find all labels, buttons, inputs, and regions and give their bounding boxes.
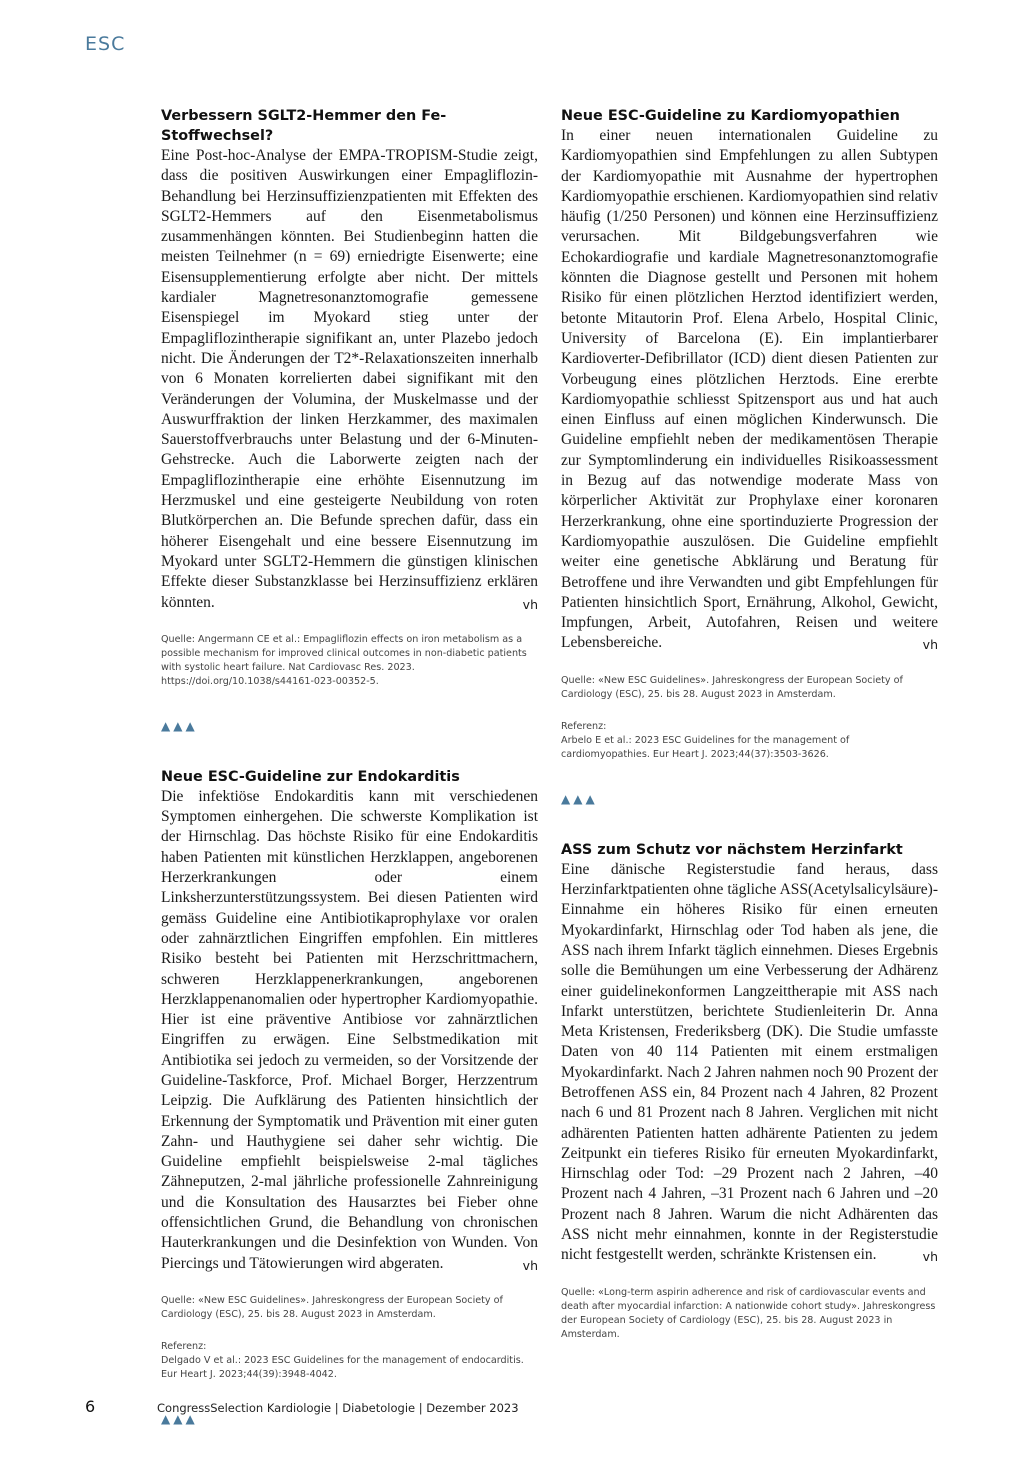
article-title: Neue ESC-Guideline zu Kardiomyopathien	[561, 108, 900, 124]
author-initials: vh	[522, 596, 538, 612]
reference-label: Referenz:	[161, 1340, 207, 1352]
article-ass	[561, 840, 938, 1342]
article-sglt2	[161, 106, 538, 689]
author-initials: vh	[922, 637, 938, 653]
left-column	[161, 106, 538, 1460]
article-source: Quelle: «Long-term aspirin adherence and risk of cardiovascular events and death after myocardial infarction: A nationwide cohort study». Jahreskongress der European Society of Cardiology (ESC), 25. bis 28. August 2023 in Amsterdam.	[561, 1286, 936, 1340]
article-body	[161, 146, 538, 613]
journal-title: CongressSelection Kardiologie | Diabetologie | Dezember 2023	[157, 1401, 519, 1415]
article-title: Neue ESC-Guideline zur Endokarditis	[161, 768, 460, 785]
author-initials: vh	[922, 1249, 938, 1265]
article-text: In einer neuen internationalen Guideline zu Kardiomyopathien sind Empfehlungen zu allen Subtypen der Kardiomyopathie mit Ausnahme der hypertrophen Kardiomyopathie erschienen. Kardiomyopathien sind relativ häufig (1/250 Personen) und können eine Herzinsuffizienz verursachen. Mit Bildgebungsverfahren wie Echokardiografie und kardiale Magnetresonanztomografie könnten die Diagnose gestellt und Personen mit hohem Risiko für einen plötzlichen Herztod identifiziert werden, betonte Mitautorin Prof. Elena Arbelo, Hospital Clinic, University of Barcelona (E). Ein implantierbarer Kardioverter-Defibrillator (ICD) dient diesen Patienten zur Vorbeugung eines plötzlichen Herztods. Eine ererbte Kardiomyopathie schliesst Spitzensport aus und hat auch einen Einfluss auf einen möglichen Kinderwunsch. Die Guideline empfiehlt neben der medikamentösen Therapie zur Symptomlinderung ein individuelles Risikoassessment in Bezug auf das notwendige moderate Mass von körperlicher Aktivität zur Prophylaxe einer koronaren Herzerkrankung, ohne eine sportinduzierte Progression der Kardiomyopathie auszulösen. Die Guideline empfiehlt weiter eine genetische Abklärung und Beratung für Betroffene und ihre Verwandten und gibt Empfehlungen für Patienten hinsichtlich Sport, Ernährung, Alkohol, Gewicht, Impfungen, Arbeit, Autofahren, Reisen und weitere Lebensbereiche.	[561, 127, 938, 652]
article-text: Eine Post-hoc-Analyse der EMPA-TROPISM-Studie zeigt, dass die positiven Auswirkungen einer Empagliflozin-Behandlung bei Herzinsuffizienzpatienten mit Effekten des SGLT2-Hemmers auf den Eisenmetabolismus zusammenhängen könnten. Bei Studienbeginn hatten die meisten Teilnehmer (n = 69) erniedrigte Eisenwerte; eine Eisensupplementierung erfolgte aber nicht. Der mittels kardialer Magnetresonanztomografie gemessene Eisenspiegel im Myokard stieg unter der Empagliflozintherapie signifikant an, unter Plazebo jedoch nicht. Die Änderungen der T2*-Relaxationszeiten innerhalb von 6 Monaten korrelierten dabei signifikant mit den Veränderungen der Volumina, der Muskelmasse und der Auswurffraktion der linken Herzkammer, des maximalen Sauerstoffverbrauchs unter Belastung und der 6-Minuten-Gehstrecke. Auch die Laborwerte zeigten nach der Empagliflozintherapie eine erhöhte Eisennutzung im Herzmuskel und eine gesteigerte Neubildung von roten Blutkörperchen an. Die Befunde sprechen dafür, dass ein höherer Eisengehalt und eine bessere Eisennutzung im Myokard unter SGLT2-Hemmern die günstigen klinischen Effekte dieser Substanzklasse bei Herzinsuffizienz erklären könnten.	[161, 147, 538, 611]
article-title: ASS zum Schutz vor nächstem Herzinfarkt	[561, 841, 903, 858]
section-separator-icon: ▲▲▲	[161, 718, 198, 733]
right-column	[561, 106, 938, 1342]
article-body	[561, 126, 938, 654]
reference-label: Referenz:	[561, 720, 607, 732]
article-text: Die infektiöse Endokarditis kann mit verschiedenen Symptomen einhergehen. Die schwerste Komplikation ist der Hirnschlag. Das höchste Risiko für eine Endokarditis haben Patienten mit künstlichen Herzklappen, angeborenen Herzerkrankungen oder einem Linksherzunterstützungssystem. Bei diesen Patienten wird gemäss Guideline eine Antibiotikaprophylaxe vor oralen oder zahnärztlichen Eingriffen empfohlen. Ein mittleres Risiko besteht bei Patienten mit Herzschrittmachern, schweren Herzklappenerkrankungen, angeborenen Herzklappenanomalien oder hypertropher Kardiomyopathie. Hier ist eine präventive Antibiose vor zahnärztlichen Eingriffen zu erwägen. Eine Selbstmedikation mit Antibiotika sei jedoch zu vermeiden, so der Vorsitzende der Guideline-Taskforce, Prof. Michael Borger, Herzzentrum Leipzig. Die Aufklärung des Patienten hinsichtlich der Erkennung der Symptomatik und Prävention mit einer guten Zahn- und Hauthygiene sei daher sehr wichtig. Die Guideline empfiehlt beispielsweise 2-mal tägliches Zähneputzen, 2-mal jährliche professionelle Zahnreinigung und die Konsultation des Hausarztes bei Fieber ohne offensichtlichen Grund, die Behandlung von chronischen Hauterkrankungen und die Desinfektion von Wunden. Von Piercings und Tätowierungen wird abgeraten.	[161, 787, 538, 1272]
article-reference	[561, 720, 938, 762]
reference-text: Delgado V et al.: 2023 ESC Guidelines for the management of endocarditis. Eur Heart J. 2023;44(39):3948-4042.	[161, 1354, 524, 1380]
section-tag: ESC	[85, 33, 126, 55]
author-initials: vh	[522, 1257, 538, 1273]
reference-text: Arbelo E et al.: 2023 ESC Guidelines for the management of cardiomyopathies. Eur Heart J. 2023;44(37):3503-3626.	[561, 734, 850, 760]
article-title: Verbessern SGLT2-Hemmer den Fe-Stoffwechsel?	[161, 108, 447, 144]
article-endokarditis	[161, 767, 538, 1382]
article-body	[161, 787, 538, 1274]
page-footer	[85, 1397, 519, 1416]
article-kardiomyopathien	[561, 106, 938, 762]
article-body	[561, 860, 938, 1266]
article-text: Eine dänische Registerstudie fand heraus, dass Herzinfarktpatienten ohne tägliche ASS(Acetylsalicylsäure)-Einnahme ein höheres Risiko für einen erneuten Myokardinfarkt, Hirnschlag oder Tod haben als jene, die ASS nach ihrem Infarkt täglich einnehmen. Dieses Ergebnis solle die Bemühungen um eine Verbesserung der Adhärenz einer guidelinekonformen Langzeittherapie mit ASS nach Infarkt unterstützen, berichtete Studienleiterin Dr. Anna Meta Kristensen, Frederiksberg (DK). Die Studie umfasste Daten von 40 114 Patienten mit einem erstmaligen Myokardinfarkt. Nach 2 Jahren nahmen noch 90 Prozent der Betroffenen ASS ein, 84 Prozent nach 4 Jahren, 82 Prozent nach 6 und 81 Prozent nach 8 Jahren. Verglichen mit nicht adhärenten Patienten hatten adhärente Patienten zu jedem Zeitpunkt ein tieferes Risiko für erneuten Myokardinfarkt, Hirnschlag oder Tod: –29 Prozent nach 2 Jahren, –40 Prozent nach 4 Jahren, –31 Prozent nach 6 Jahren und –20 Prozent nach 8 Jahren. Warum die nicht Adhärenten das ASS nicht mehr einnahmen, konnte in der Registerstudie nicht festgestellt werden, schränkte Kristensen ein.	[561, 860, 938, 1264]
article-source: Quelle: «New ESC Guidelines». Jahreskongress der European Society of Cardiology (ESC), 25. bis 28. August 2023 in Amsterdam.	[161, 1294, 503, 1320]
page-number: 6	[85, 1397, 96, 1416]
section-separator-icon: ▲▲▲	[161, 1411, 198, 1426]
article-reference	[161, 1340, 538, 1382]
article-source: Quelle: Angermann CE et al.: Empagliflozin effects on iron metabolism as a possible mechanism for improved clinical outcomes in non-diabetic patients with systolic heart failure. Nat Cardiovasc Res. 2023. https://doi.org/10.1038/s44161-023-00352-5.	[161, 633, 527, 687]
article-source: Quelle: «New ESC Guidelines». Jahreskongress der European Society of Cardiology (ESC), 25. bis 28. August 2023 in Amsterdam.	[561, 674, 903, 700]
section-separator-icon: ▲▲▲	[561, 791, 598, 806]
